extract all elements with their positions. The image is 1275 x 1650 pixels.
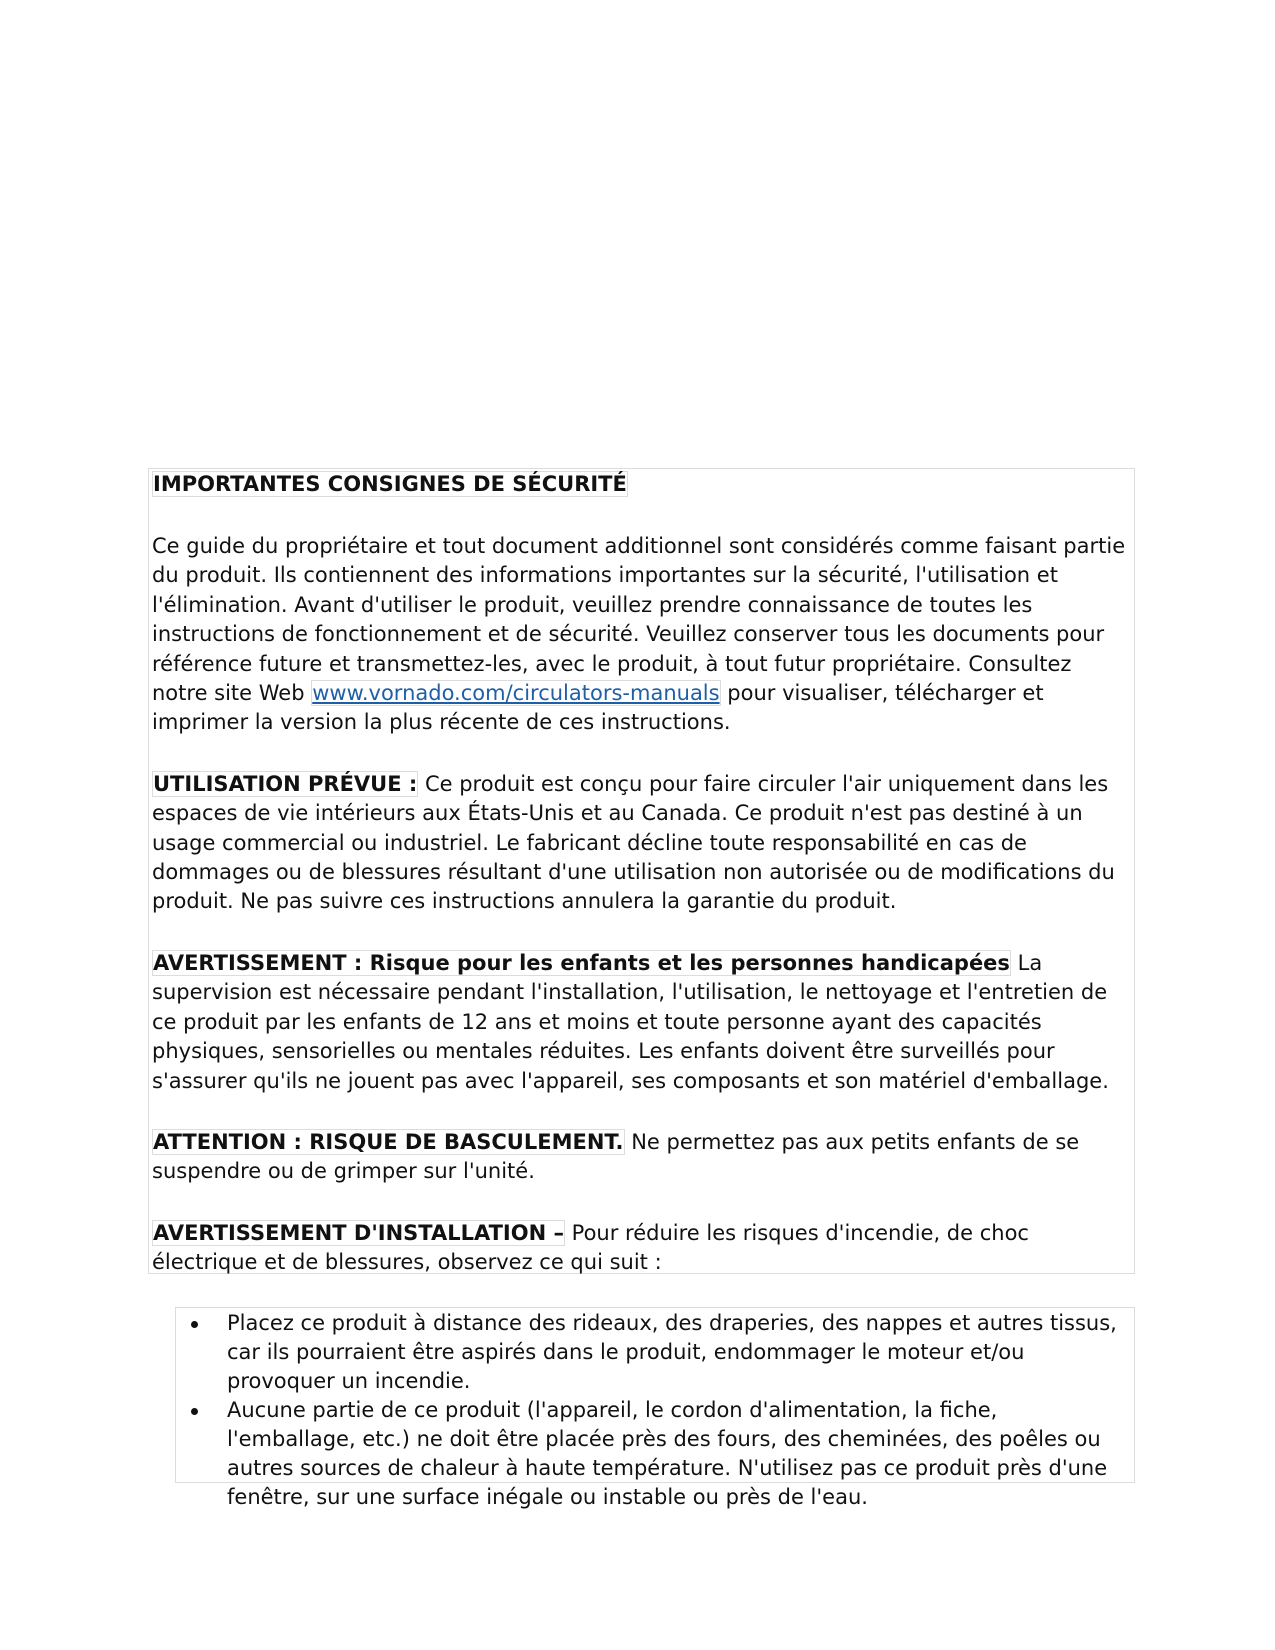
list-item: [176, 1396, 1130, 1512]
bullet-icon: [191, 1408, 198, 1415]
children-warning-text: La supervision est nécessaire pendant l'installation, l'utilisation, le nettoyage et l'entretien de ce produit par les enfants de 12 ans et moins et toute personne ayant des capacités physiques, sensorielles ou mentales réduites. Les enfants doivent être surveillés pour s'assurer qu'ils ne jouent pas avec l'appareil, ses composants et son matériel d'emballage.: [152, 950, 1109, 1093]
intro-paragraph: [152, 532, 1130, 738]
list-item-text: Placez ce produit à distance des rideaux, des draperies, des nappes et autres tissus, car ils pourraient être aspirés dans le produit, endommager le moteur et/ou provoquer un incendie.: [227, 1311, 1117, 1393]
installation-warning-paragraph: [152, 1219, 1130, 1278]
installation-bullet-list: [176, 1309, 1130, 1512]
intended-use-label: UTILISATION PRÉVUE :: [153, 771, 418, 796]
list-item-text: Aucune partie de ce produit (l'appareil, le cordon d'alimentation, la fiche, l'emballage, etc.) ne doit être placée près des fours, des cheminées, des poêles ou autres sources de chaleur à haute température. N'utilisez pas ce produit près d'une fenêtre, sur une surface inégale ou instable ou près de l'eau.: [227, 1398, 1108, 1509]
installation-warning-label: AVERTISSEMENT D'INSTALLATION –: [153, 1220, 564, 1245]
manuals-link[interactable]: www.vornado.com/circulators-manuals: [312, 681, 720, 706]
tipping-caution-label: ATTENTION : RISQUE DE BASCULEMENT.: [153, 1129, 624, 1154]
intro-text: Ce guide du propriétaire et tout document additionnel sont considérés comme faisant partie du produit. Ils contiennent des informations importantes sur la sécurité, l'utilisation et l'élimination. Avant d'utiliser le produit, veuillez prendre connaissance de toutes les instructions de fonctionnement et de sécurité. Veuillez conserver tous les documents pour référence future et transmettez-les, avec le produit, à tout futur propriétaire. Consultez notre site Web: [152, 534, 1126, 706]
tipping-caution-paragraph: [152, 1128, 1130, 1187]
list-item: [176, 1309, 1130, 1396]
safety-section: [148, 468, 1135, 1274]
installation-warning-text: Pour réduire les risques d'incendie, de choc électrique et de blessures, observez ce qui suit :: [152, 1220, 1029, 1275]
tipping-caution-text: Ne permettez pas aux petits enfants de se suspendre ou de grimper sur l'unité.: [152, 1129, 1080, 1184]
children-warning-paragraph: [152, 949, 1130, 1096]
children-warning-label: AVERTISSEMENT : Risque pour les enfants et les personnes handicapées: [153, 950, 1010, 975]
intended-use-text: Ce produit est conçu pour faire circuler l'air uniquement dans les espaces de vie intérieurs aux États-Unis et au Canada. Ce produit n'est pas destiné à un usage commercial ou industriel. Le fabricant décline toute responsabilité en cas de dommages ou de blessures résultant d'une utilisation non autorisée ou de modifications du produit. Ne pas suivre ces instructions annulera la garantie du produit.: [152, 771, 1115, 914]
installation-list-box: [175, 1307, 1135, 1509]
title-row: [152, 470, 1130, 500]
intended-use-paragraph: [152, 770, 1130, 917]
page-title: IMPORTANTES CONSIGNES DE SÉCURITÉ: [153, 472, 627, 496]
bullet-icon: [191, 1321, 198, 1328]
intro-text-after-link: pour visualiser, télécharger et imprimer la version la plus récente de ces instructions.: [152, 681, 1044, 735]
